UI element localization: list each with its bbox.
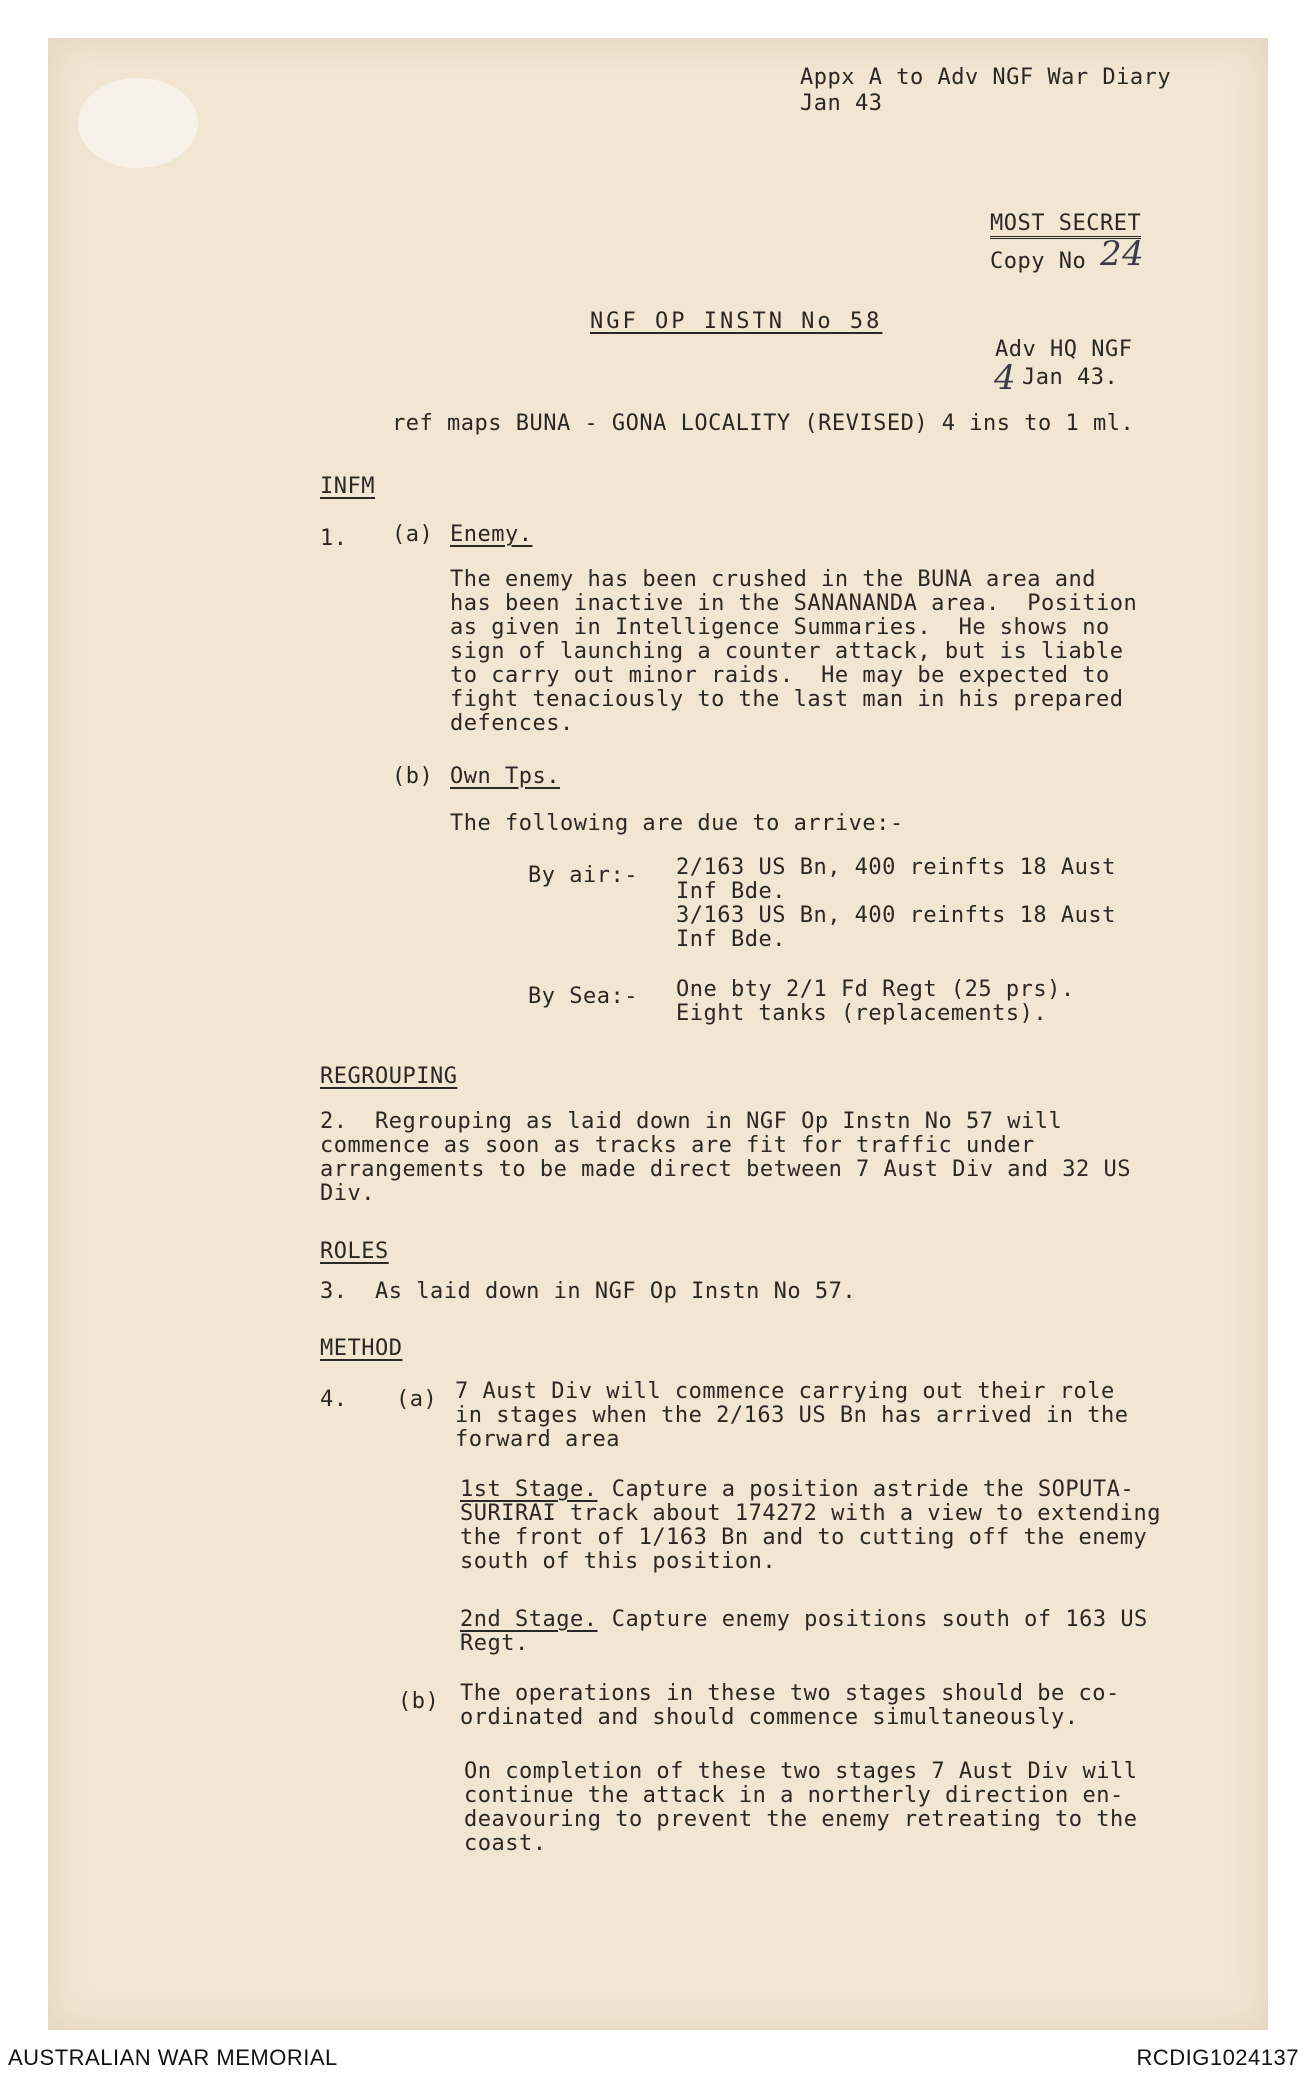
- ref-maps: ref maps BUNA - GONA LOCALITY (REVISED) 4 ins to 1 ml.: [392, 411, 1135, 436]
- body-line: fight tenaciously to the last man in his prepared: [450, 687, 1124, 712]
- classification-label: MOST SECRET: [990, 212, 1141, 239]
- appendix-date: Jan 43: [800, 91, 883, 116]
- by-air-label: By air:-: [528, 863, 638, 888]
- para-number: 1.: [320, 526, 348, 551]
- copy-number-handwritten: 24: [1100, 234, 1145, 274]
- sub-heading-enemy: Enemy.: [450, 522, 533, 547]
- body-line: the front of 1/163 Bn and to cutting off the enemy: [460, 1525, 1148, 1550]
- archive-credit: AUSTRALIAN WAR MEMORIAL: [8, 2045, 338, 2070]
- body-line: 3. As laid down in NGF Op Instn No 57.: [320, 1279, 857, 1304]
- stage-2-title: 2nd Stage.: [460, 1607, 598, 1632]
- body-line: 7 Aust Div will commence carrying out their role: [455, 1379, 1115, 1404]
- sub-label: (b): [398, 1689, 440, 1714]
- body-line: Capture enemy positions south of 163 US: [598, 1607, 1148, 1632]
- body-line: coast.: [464, 1831, 547, 1856]
- paper-stain: [78, 78, 198, 168]
- body-line: On completion of these two stages 7 Aust Div will: [464, 1759, 1138, 1784]
- stage-1-title: 1st Stage.: [460, 1477, 598, 1502]
- body-line: south of this position.: [460, 1549, 777, 1574]
- section-heading-roles: ROLES: [320, 1239, 389, 1264]
- body-line: defences.: [450, 711, 574, 736]
- body-line: sign of launching a counter attack, but is liable: [450, 639, 1124, 664]
- document-title: NGF OP INSTN No 58: [590, 309, 883, 334]
- date-day-handwritten: 4: [994, 358, 1017, 398]
- body-line: Inf Bde.: [676, 927, 786, 952]
- body-line: One bty 2/1 Fd Regt (25 prs).: [676, 977, 1075, 1002]
- body-line: 2. Regrouping as laid down in NGF Op Instn No 57 will: [320, 1109, 1063, 1134]
- body-line: continue the attack in a northerly direction en-: [464, 1783, 1124, 1808]
- sub-label: (a): [396, 1387, 438, 1412]
- section-heading-regrouping: REGROUPING: [320, 1064, 458, 1089]
- body-line: in stages when the 2/163 US Bn has arrived in the: [455, 1403, 1129, 1428]
- body-line: The enemy has been crushed in the BUNA area and: [450, 567, 1097, 592]
- sub-label: (b): [392, 764, 434, 789]
- section-heading-infm: INFM: [320, 474, 375, 499]
- body-line: commence as soon as tracks are fit for traffic under: [320, 1133, 1035, 1158]
- hq-label: Adv HQ NGF: [995, 337, 1133, 362]
- body-line: Capture a position astride the SOPUTA-: [598, 1477, 1135, 1502]
- body-line: as given in Intelligence Summaries. He shows no: [450, 615, 1110, 640]
- para-number: 4.: [320, 1387, 348, 1412]
- body-line: Regt.: [460, 1631, 529, 1656]
- body-line: The following are due to arrive:-: [450, 811, 904, 836]
- archive-id: RCDIG1024137: [1136, 2045, 1299, 2070]
- body-line: to carry out minor raids. He may be expected to: [450, 663, 1110, 688]
- body-line: SURIRAI track about 174272 with a view to extending: [460, 1501, 1162, 1526]
- body-line: deavouring to prevent the enemy retreating to the: [464, 1807, 1138, 1832]
- appendix-reference: Appx A to Adv NGF War Diary: [800, 65, 1172, 90]
- body-line: The operations in these two stages should be co-: [460, 1681, 1120, 1706]
- copy-label: Copy No: [990, 249, 1087, 274]
- sub-heading-own-troops: Own Tps.: [450, 764, 560, 789]
- by-sea-label: By Sea:-: [528, 984, 638, 1009]
- body-line: arrangements to be made direct between 7 Aust Div and 32 US: [320, 1157, 1131, 1182]
- body-line: 2/163 US Bn, 400 reinfts 18 Aust: [676, 855, 1116, 880]
- sub-label: (a): [392, 522, 434, 547]
- date-label: Jan 43.: [1022, 365, 1119, 390]
- body-line: Div.: [320, 1181, 375, 1206]
- body-line: has been inactive in the SANANANDA area. Position: [450, 591, 1138, 616]
- body-line: Eight tanks (replacements).: [676, 1001, 1048, 1026]
- section-heading-method: METHOD: [320, 1336, 403, 1361]
- body-line: 3/163 US Bn, 400 reinfts 18 Aust: [676, 903, 1116, 928]
- body-line: Inf Bde.: [676, 879, 786, 904]
- body-line: ordinated and should commence simultaneously.: [460, 1705, 1079, 1730]
- body-line: forward area: [455, 1427, 620, 1452]
